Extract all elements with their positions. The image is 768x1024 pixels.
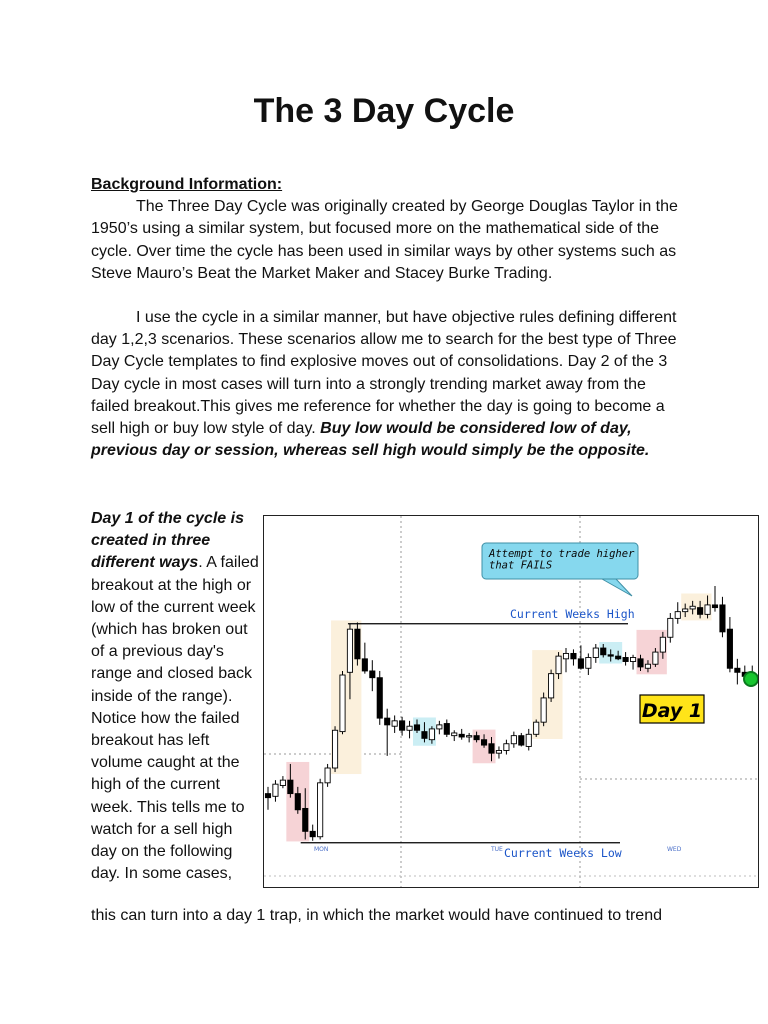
chart-svg: [264, 516, 758, 887]
background-paragraph: [91, 196, 681, 285]
candle-body: [340, 675, 345, 732]
candle-body: [668, 618, 673, 637]
candle-body: [608, 655, 613, 656]
weeks-high-label: Current Weeks High: [510, 606, 635, 621]
candle-body: [630, 657, 635, 661]
candle: [526, 729, 531, 751]
paragraph-indent: [91, 198, 136, 215]
candle-body: [601, 648, 606, 655]
background-section: [91, 174, 681, 285]
candle: [392, 715, 397, 733]
candle: [280, 776, 285, 788]
page-title: The 3 Day Cycle: [253, 92, 515, 130]
candle-body: [407, 726, 412, 730]
candle-body: [444, 724, 449, 735]
candle-body: [429, 729, 434, 740]
candle: [675, 602, 680, 624]
candle-body: [273, 784, 278, 796]
candle-body: [593, 648, 598, 657]
candle-body: [370, 671, 375, 678]
candle: [630, 655, 635, 670]
candle: [623, 652, 628, 665]
candle: [265, 787, 270, 810]
candle: [467, 733, 472, 742]
day1-description-text: . A failed breakout at the high or low of the current week (which has broken out of a previous day's range and closed back inside of the range). Notice how the failed breakout has left volume caught at the high of the current week. This tells me to watch for a sell high day on the following day. In some cases,: [91, 554, 259, 883]
candle-body: [549, 674, 554, 698]
candle: [534, 719, 539, 737]
candle: [727, 617, 732, 672]
candle-body: [541, 698, 546, 722]
candle-body: [727, 629, 732, 668]
candle: [541, 693, 546, 727]
candle-body: [504, 744, 509, 751]
candle: [549, 670, 554, 702]
candle-body: [526, 734, 531, 746]
candle-body: [571, 653, 576, 658]
candle-body: [355, 629, 360, 659]
candle-body: [288, 780, 293, 793]
candle-body: [392, 721, 397, 726]
continuation-text: this can turn into a day 1 trap, in which the market would have continued to trend: [91, 907, 662, 924]
day-one-label: Day 1: [641, 700, 703, 722]
candle: [400, 717, 405, 736]
candle: [340, 671, 345, 734]
candle-body: [712, 605, 717, 608]
candle-body: [511, 736, 516, 744]
candle-body: [720, 605, 725, 632]
candle-body: [653, 652, 658, 664]
candle-body: [422, 732, 427, 739]
candle-body: [385, 718, 390, 725]
candle-body: [578, 659, 583, 668]
candle-body: [400, 721, 405, 730]
candle: [377, 671, 382, 725]
candle-body: [318, 783, 323, 837]
callout-text: Attempt to trade higher: [489, 548, 635, 560]
candle: [571, 649, 576, 665]
candle-body: [705, 605, 710, 614]
candle: [735, 659, 740, 685]
day1-description: [91, 508, 261, 885]
day-label: WED: [667, 846, 682, 853]
candle-body: [660, 637, 665, 652]
candle: [355, 622, 360, 665]
candle-body: [414, 725, 419, 730]
candle: [407, 721, 412, 739]
green-marker: [744, 672, 758, 686]
candle: [452, 730, 457, 741]
candle: [362, 643, 367, 674]
candle-body: [645, 664, 650, 668]
candle-body: [496, 750, 501, 753]
weeks-low-label: Current Weeks Low: [504, 845, 622, 860]
candle-body: [295, 794, 300, 810]
candle-body: [280, 780, 285, 785]
day-label: TUE: [491, 846, 503, 853]
callout-pointer: [602, 579, 632, 596]
candle: [310, 825, 315, 841]
candle-body: [519, 736, 524, 745]
candle: [563, 648, 568, 672]
day1-description-emphasis: Day 1 of the cycle is created in three different ways: [91, 510, 244, 572]
method-paragraph: [91, 307, 681, 462]
candle: [444, 719, 449, 737]
candle-body: [265, 794, 270, 798]
candle: [578, 645, 583, 669]
candle-body: [474, 736, 479, 740]
candle-body: [586, 657, 591, 668]
candle-body: [310, 831, 315, 836]
background-paragraph-text: The Three Day Cycle was originally created by George Douglas Taylor in the 1950’s using a similar system, but focused more on the mathematical side of the cycle. Over time the cycle has been used in similar ways by other systems such as Steve Mauro’s Beat the Market Maker and Stacey Burke Trading.: [91, 198, 678, 282]
candle: [332, 726, 337, 772]
candle: [519, 733, 524, 746]
candle: [720, 597, 725, 637]
candle: [504, 740, 509, 755]
candle-body: [452, 733, 457, 736]
candle-body: [377, 678, 382, 718]
day-label: MON: [314, 846, 329, 853]
candle-body: [362, 659, 367, 671]
method-paragraph-emphasis: Buy low would be considered low of day, previous day or session, whereas sell high would simply be the opposite.: [91, 420, 650, 460]
callout-text: that FAILS: [489, 559, 553, 572]
candle: [511, 732, 516, 748]
method-paragraph-text: I use the cycle in a similar manner, but have objective rules defining different day 1,2,3 scenarios. These scenarios allow me to search for the best type of Three Day Cycle templates to find explosive moves out of consolidations. Day 2 of the 3 Day cycle in most cases will turn into a strongly trending market away from the failed breakout.This gives me reference for whether the day is going to become a sell high or buy low style of day.: [91, 309, 677, 438]
candle-body: [698, 608, 703, 615]
candle: [318, 779, 323, 840]
candle: [593, 644, 598, 663]
candle-body: [616, 656, 621, 659]
candle: [273, 780, 278, 802]
candle: [325, 764, 330, 787]
candle-body: [690, 606, 695, 609]
candle-body: [489, 744, 494, 753]
candle: [586, 653, 591, 675]
candle-body: [467, 736, 472, 737]
candle-body: [683, 609, 688, 612]
background-heading: Background Information:: [91, 176, 283, 193]
candlestick-chart: [263, 515, 759, 888]
candle-body: [332, 730, 337, 768]
candle: [437, 721, 442, 734]
candle-body: [437, 725, 442, 729]
candle-body: [563, 653, 568, 658]
candle-body: [623, 657, 628, 661]
candle-body: [675, 612, 680, 619]
candle-body: [325, 768, 330, 783]
candle-body: [303, 808, 308, 831]
candle: [370, 660, 375, 691]
candle: [668, 613, 673, 643]
candle: [496, 746, 501, 758]
candle-body: [638, 659, 643, 667]
candle: [712, 586, 717, 612]
candle: [459, 729, 464, 740]
candle-body: [534, 722, 539, 734]
candle-body: [556, 656, 561, 674]
candle-body: [735, 668, 740, 672]
paragraph-indent: [91, 309, 136, 326]
candle-body: [481, 740, 486, 745]
candle-body: [347, 629, 352, 672]
candle-body: [459, 734, 464, 737]
candle: [385, 709, 390, 756]
